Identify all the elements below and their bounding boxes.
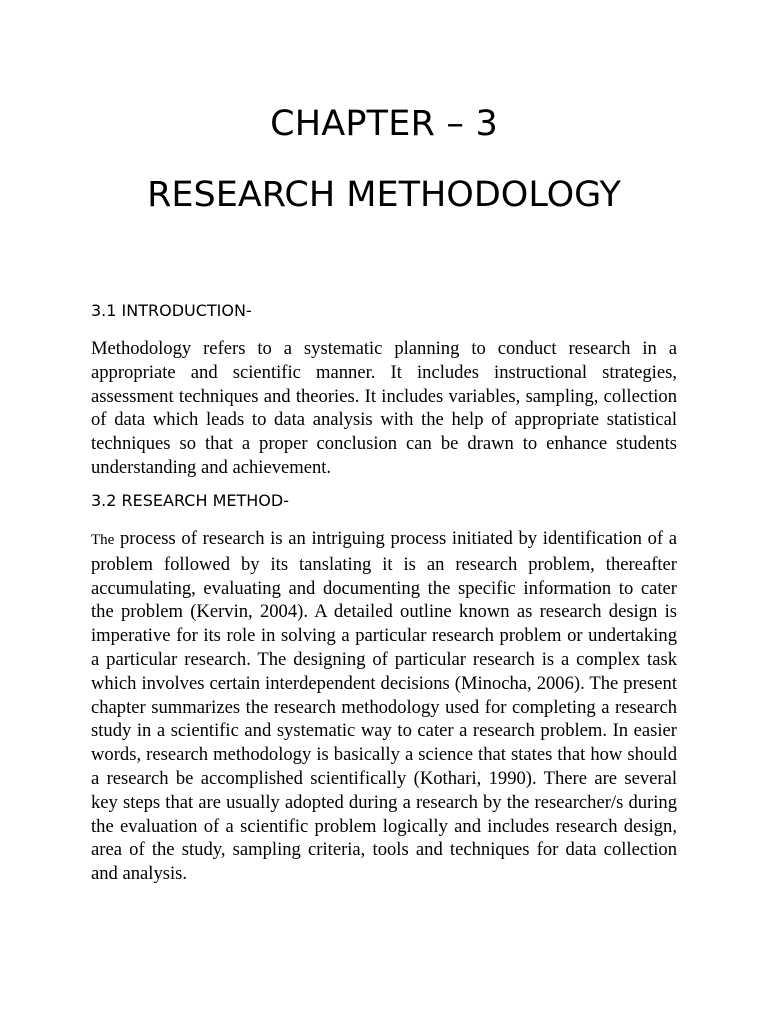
section-heading-introduction: 3.1 INTRODUCTION- (91, 301, 252, 320)
chapter-title: CHAPTER – 3 (270, 104, 498, 144)
paragraph-research-method (91, 527, 677, 886)
paragraph-introduction: Methodology refers to a systematic planning to conduct research in a appropriate and scientific manner. It includes instructional strategies, assessment techniques and theories. It includes variables, sampling, collection of data which leads to data analysis with the help of appropriate statistical techniques so that a proper conclusion can be drawn to enhance students understanding and achievement. (91, 338, 677, 478)
section-heading-research-method: 3.2 RESEARCH METHOD- (91, 491, 289, 510)
chapter-subtitle: RESEARCH METHODOLOGY (147, 175, 621, 215)
paragraph-body-text: process of research is an intriguing process initiated by identification of a problem followed by its tanslating it is an research problem, thereafter accumulating, evaluating and documenting the specific information to cater the problem (Kervin, 2004). A detailed outline known as research design is imperative for its role in solving a particular research problem or undertaking a particular research. The designing of particular research is a complex task which involves certain interdependent decisions (Minocha, 2006). The present chapter summarizes the research methodology used for completing a research study in a scientific and systematic way to cater a research problem. In easier words, research methodology is basically a science that states that how should a research be accomplished scientifically (Kothari, 1990). There are several key steps that are usually adopted during a research by the researcher/s during the evaluation of a scientific problem logically and includes research design, area of the study, sampling criteria, tools and techniques for data collection and analysis. (91, 528, 677, 885)
paragraph-lead-word: The (91, 532, 115, 548)
